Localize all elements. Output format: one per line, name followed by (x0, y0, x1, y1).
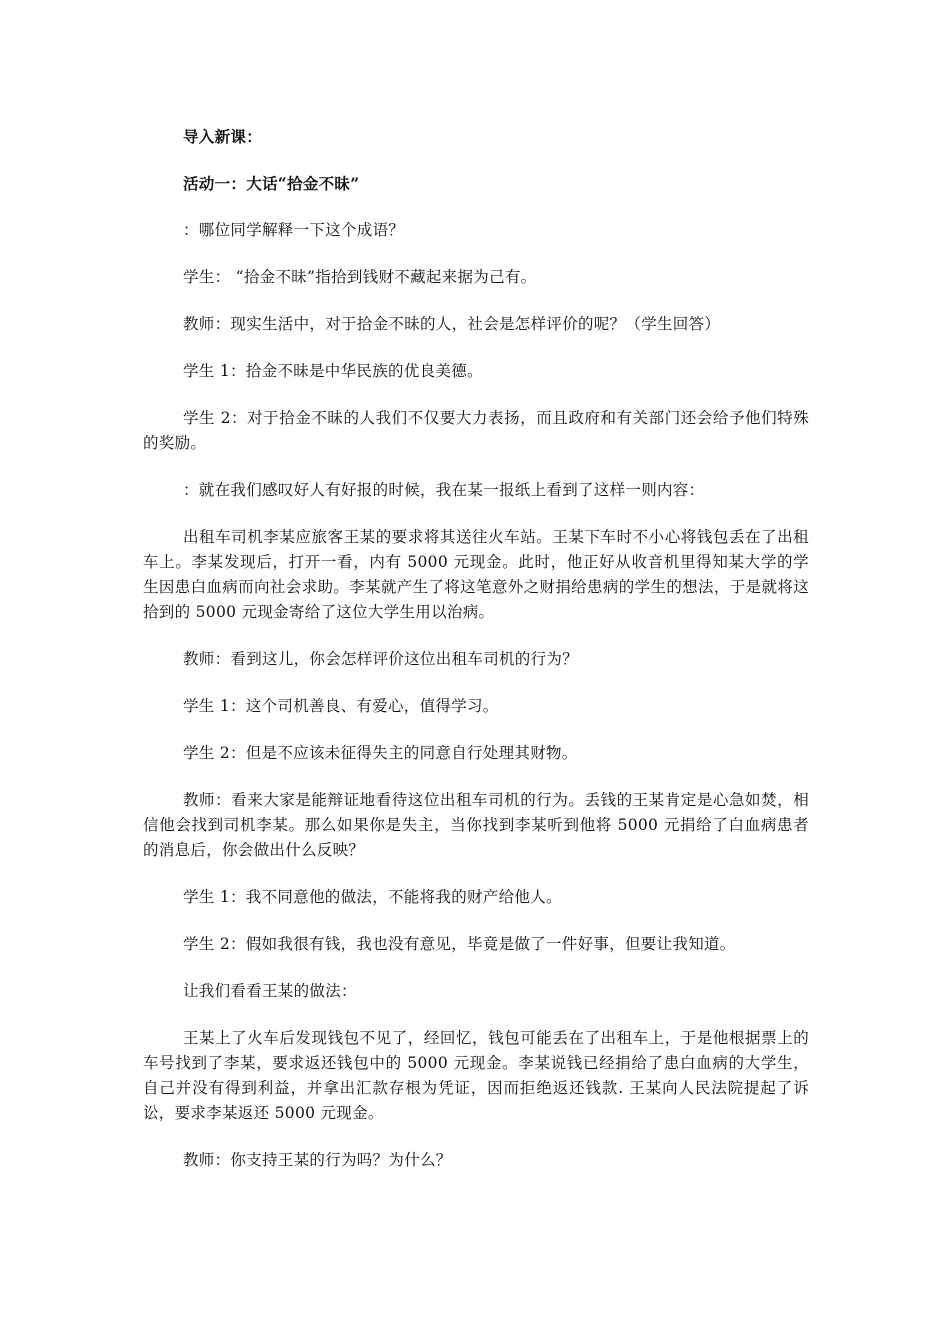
paragraph: 学生 2：对于拾金不昧的人我们不仅要大力表扬，而且政府和有关部门还会给予他们特殊的奖励。 (143, 409, 809, 452)
paragraph: ：就在我们感叹好人有好报的时候，我在某一报纸上看到了这样一则内容： (183, 481, 705, 499)
paragraph: 教师：你支持王某的行为吗？为什么？ (183, 1151, 452, 1169)
paragraph: ：哪位同学解释一下这个成语？ (183, 221, 405, 239)
case-story-paragraph: 出租车司机李某应旅客王某的要求将其送往火车站。王某下车时不小心将钱包丢在了出租车上。李某发现后，打开一看，内有 5000 元现金。此时，他正好从收音机里得知某大学的学生因患白血病而向社会求助。李某就产生了将这笔意外之财捐给患病的学生的想法，于是就将这拾到的 5000 元现金寄给了这位大学生用以治病。 (143, 528, 809, 621)
paragraph: 教师：看到这儿，你会怎样评价这位出租车司机的行为？ (183, 650, 579, 668)
case-story-paragraph: 王某上了火车后发现钱包不见了，经回忆，钱包可能丢在了出租车上，于是他根据票上的车号找到了李某，要求返还钱包中的 5000 元现金。李某说钱已经捐给了患白血病的大学生，自己并没有得到利益，并拿出汇款存根为凭证，因而拒绝返还钱款. 王某向人民法院提起了诉讼，要求李某返还 5000 元现金。 (143, 1029, 809, 1122)
paragraph: 学生 1：这个司机善良、有爱心，值得学习。 (183, 697, 499, 715)
paragraph: 学生 2：假如我很有钱，我也没有意见，毕竟是做了一件好事，但要让我知道。 (183, 935, 736, 953)
paragraph: 学生 2：但是不应该未征得失主的同意自行处理其财物。 (183, 744, 578, 762)
paragraph: 学生 1：拾金不昧是中华民族的优良美德。 (183, 362, 483, 380)
paragraph: 让我们看看王某的做法： (183, 982, 357, 1000)
paragraph: 学生 1：我不同意他的做法，不能将我的财产给他人。 (183, 888, 562, 906)
activity-heading: 活动一：大话“拾金不昧” (183, 174, 360, 193)
section-heading: 导入新课： (183, 127, 263, 146)
paragraph: 教师：现实生活中，对于拾金不昧的人，社会是怎样评价的呢？（学生回答） (183, 315, 721, 333)
paragraph: 教师：看来大家是能辩证地看待这位出租车司机的行为。丢钱的王某肯定是心急如焚，相信他会找到司机李某。那么如果你是失主，当你找到李某听到他将 5000 元捐给了白血病患者的消息后，你会做出什么反映？ (143, 791, 809, 859)
paragraph: 学生： “拾金不昧”指拾到钱财不藏起来据为己有。 (183, 268, 537, 286)
document-body (143, 124, 809, 1195)
